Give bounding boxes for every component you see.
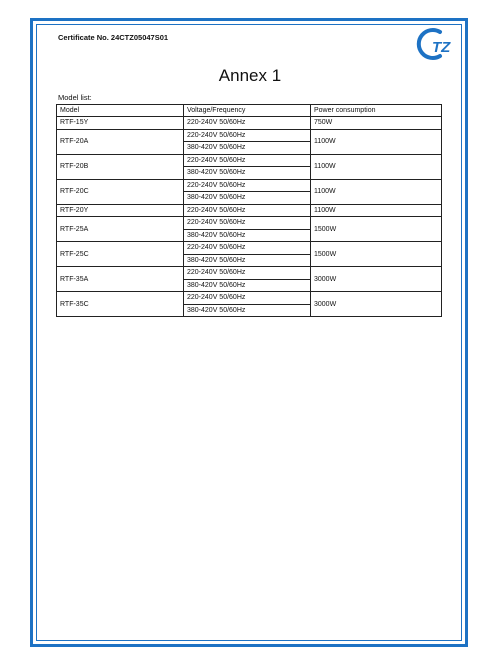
voltage-value: 220-240V 50/60Hz (187, 294, 246, 301)
table-header-row (57, 105, 442, 117)
power-cell: 1500W (311, 242, 442, 267)
column-header-voltage: Voltage/Frequency (184, 105, 311, 117)
table-row (57, 242, 442, 267)
voltage-value: 380-420V 50/60Hz (184, 304, 310, 317)
power-cell: 1100W (311, 154, 442, 179)
table-row (57, 267, 442, 292)
voltage-cell (184, 292, 311, 317)
model-cell: RTF-25A (57, 217, 184, 242)
table-row (57, 217, 442, 242)
model-cell: RTF-35C (57, 292, 184, 317)
model-table (56, 104, 442, 317)
table-row (57, 117, 442, 130)
voltage-cell (184, 117, 311, 130)
model-cell: RTF-35A (57, 267, 184, 292)
voltage-cell (184, 154, 311, 179)
voltage-value: 380-420V 50/60Hz (184, 254, 310, 267)
voltage-value: 380-420V 50/60Hz (184, 191, 310, 204)
power-cell: 750W (311, 117, 442, 130)
voltage-value: 380-420V 50/60Hz (184, 229, 310, 242)
power-cell: 3000W (311, 292, 442, 317)
model-list-label: Model list: (58, 93, 92, 102)
table-row (57, 154, 442, 179)
voltage-value: 220-240V 50/60Hz (187, 156, 246, 164)
voltage-value: 220-240V 50/60Hz (187, 181, 246, 189)
table-row (57, 179, 442, 204)
table-row (57, 129, 442, 154)
column-header-model: Model (57, 105, 184, 117)
voltage-cell (184, 242, 311, 267)
power-cell: 1100W (311, 129, 442, 154)
model-cell: RTF-20A (57, 129, 184, 154)
voltage-value: 220-240V 50/60Hz (187, 269, 246, 276)
column-header-power: Power consumption (311, 105, 442, 117)
voltage-value: 220-240V 50/60Hz (187, 219, 246, 226)
power-cell: 3000W (311, 267, 442, 292)
model-cell: RTF-20B (57, 154, 184, 179)
power-cell: 1500W (311, 217, 442, 242)
table-row (57, 292, 442, 317)
voltage-cell (184, 267, 311, 292)
voltage-value: 380-420V 50/60Hz (184, 141, 310, 154)
annex-title: Annex 1 (218, 66, 282, 85)
voltage-value: 220-240V 50/60Hz (187, 244, 246, 251)
model-cell: RTF-25C (57, 242, 184, 267)
power-cell: 1100W (311, 179, 442, 204)
voltage-cell (184, 217, 311, 242)
logo-text: TZ (432, 39, 451, 56)
voltage-value: 220-240V 50/60Hz (187, 119, 246, 126)
voltage-value: 220-240V 50/60Hz (187, 206, 246, 214)
model-cell: RTF-15Y (57, 117, 184, 130)
table-row (57, 204, 442, 217)
voltage-value: 380-420V 50/60Hz (184, 166, 310, 179)
certificate-number: Certificate No. 24CTZ05047S01 (58, 33, 169, 42)
voltage-cell (184, 179, 311, 204)
power-cell: 1100W (311, 204, 442, 217)
voltage-value: 220-240V 50/60Hz (187, 131, 246, 139)
voltage-cell (184, 129, 311, 154)
ctz-logo-icon (410, 26, 458, 62)
model-cell: RTF-20Y (57, 204, 184, 217)
voltage-value: 380-420V 50/60Hz (184, 279, 310, 292)
model-cell: RTF-20C (57, 179, 184, 204)
voltage-cell (184, 204, 311, 217)
